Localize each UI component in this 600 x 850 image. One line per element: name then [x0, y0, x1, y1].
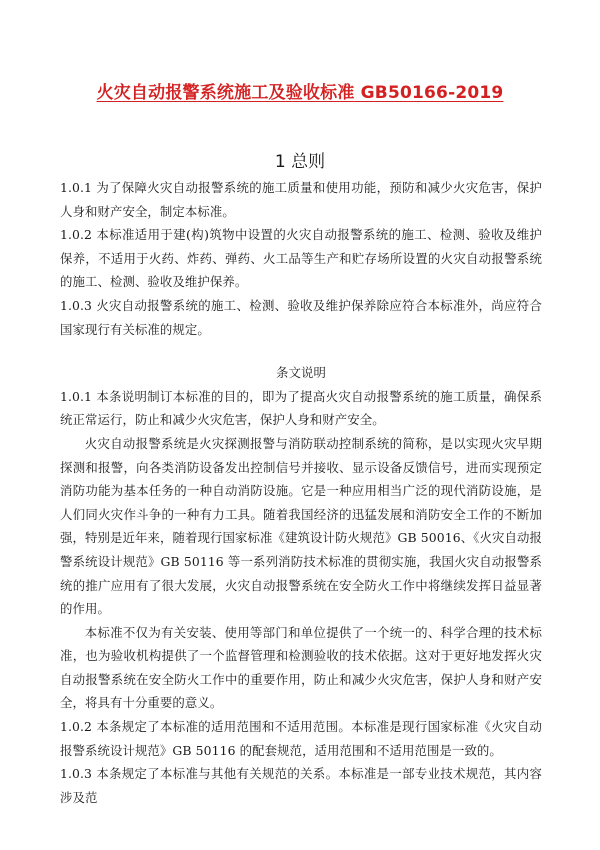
chapter-title: 1 总则	[274, 152, 326, 172]
document-body	[60, 176, 542, 809]
clause-1-0-1: 1.0.1 为了保障火灾自动报警系统的施工质量和使用功能，预防和减少火灾危害，保护人身和财产安全，制定本标准。	[60, 180, 542, 219]
explanation-paragraph: 本标准不仅为有关安装、使用等部门和单位提供了一个统一的、科学合理的技术标准，也为验收机构提供了一个监督管理和检测验收的技术依据。这对于更好地发挥火灾自动报警系统在安全防火工作中的重要作用，防止和减少火灾危害，保护人身和财产安全，将具有十分重要的意义。	[60, 624, 542, 711]
explanation-1-0-2: 1.0.2 本条规定了本标准的适用范围和不适用范围。本标准是现行国家标准《火灾自动报警系统设计规范》GB 50116 的配套规范，适用范围和不适用范围是一致的。	[60, 719, 542, 758]
explanation-1-0-1: 1.0.1 本条说明制订本标准的目的，即为了提高火灾自动报警系统的施工质量，确保系统正常运行，防止和减少火灾危害，保护人身和财产安全。	[60, 388, 542, 428]
clause-1-0-3: 1.0.3 火灾自动报警系统的施工、检测、验收及维护保养除应符合本标准外，尚应符合国家现行有关标准的规定。	[60, 297, 542, 337]
explanation-paragraph: 火灾自动报警系统是火灾探测报警与消防联动控制系统的简称，是以实现火灾早期探测和报警，向各类消防设备发出控制信号并接收、显示设备反馈信号，进而实现预定消防功能为基本任务的一种自动消防设施。它是一种应用相当广泛的现代消防设施，是人们同火灾作斗争的一种有力工具。随着我国经济的迅猛发展和消防安全工作的不断加强，特别是近年来，随着现行国家标准《建筑设计防火规范》GB 50016、《火灾自动报警系统设计规范》GB 50116 等一系列消防技术标准的贯彻实施，我国火灾自动报警系统的推广应用有了很大发展，火灾自动报警系统在安全防火工作中将继续发挥日益显著的作用。	[60, 435, 542, 617]
explanation-heading: 条文说明	[276, 365, 326, 381]
clause-1-0-2: 1.0.2 本标准适用于建(构)筑物中设置的火灾自动报警系统的施工、检测、验收及维护保养，不适用于火药、炸药、弹药、火工品等生产和贮存场所设置的火灾自动报警系统的施工、检测、验收及维护保养。	[60, 227, 542, 290]
document-title: 火灾自动报警系统施工及验收标准 GB50166-2019	[96, 83, 504, 103]
explanation-1-0-3: 1.0.3 本条规定了本标准与其他有关规范的关系。本标准是一部专业技术规范，其内容涉及范	[60, 766, 542, 805]
